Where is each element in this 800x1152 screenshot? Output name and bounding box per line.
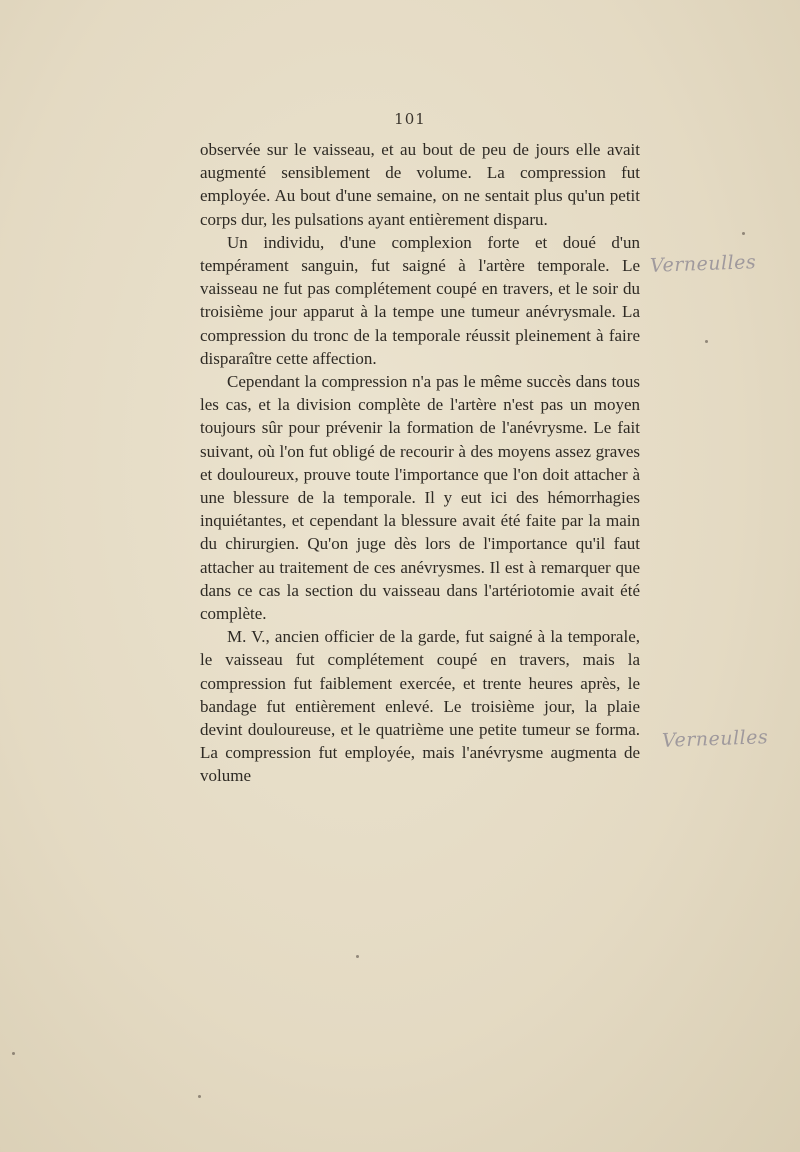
margin-annotation-2: Verneulles — [661, 726, 769, 752]
margin-annotation-1: Verneulles — [649, 251, 757, 277]
body-text — [200, 138, 640, 788]
paragraph-1: observée sur le vaisseau, et au bout de peu de jours elle avait augmenté sensiblement de volume. La compression fut employée. Au bout d'une semaine, on ne sentait plus qu'un petit corps dur, les pulsations ayant entièrement disparu. — [200, 140, 640, 229]
paper-speck — [198, 1095, 201, 1098]
paragraph-2: Un individu, d'une complexion forte et doué d'un tempérament sanguin, fut saigné à l'artère temporale. Le vaisseau ne fut pas complétement coupé en travers, et le soir du troisième jour apparut à la tempe une tumeur anévrysmale. La compression du tronc de la temporale réussit pleinement à faire disparaître cette affection. — [200, 232, 640, 368]
paragraph-4: M. V., ancien officier de la garde, fut saigné à la temporale, le vaisseau fut complétement coupé en travers, mais la compression fut faiblement exercée, et trente heures après, le bandage fut entièrement enlevé. Le troisième jour, la plaie devint douloureuse, et le quatrième une petite tumeur se forma. La compression fut employée, mais l'anévrysme augmenta de volume — [200, 627, 640, 786]
paper-speck — [742, 232, 745, 235]
paper-speck — [356, 955, 359, 958]
page-number: 101 — [394, 110, 426, 128]
paper-speck — [705, 340, 708, 343]
paper-speck — [12, 1052, 15, 1055]
paragraph-3: Cependant la compression n'a pas le même succès dans tous les cas, et la division complète de l'artère n'est pas un moyen toujours sûr pour prévenir la formation de l'anévrysme. Le fait suivant, où l'on fut obligé de recourir à des moyens assez graves et douloureux, prouve toute l'importance que l'on doit attacher à une blessure de la temporale. Il y eut ici des hémorrhagies inquiétantes, et cependant la blessure avait été faite par la main du chirurgien. Qu'on juge dès lors de l'importance qu'il faut attacher au traitement de ces anévrysmes. Il est à remarquer que dans ce cas la section du vaisseau dans l'artériotomie avait été complète. — [200, 372, 640, 624]
